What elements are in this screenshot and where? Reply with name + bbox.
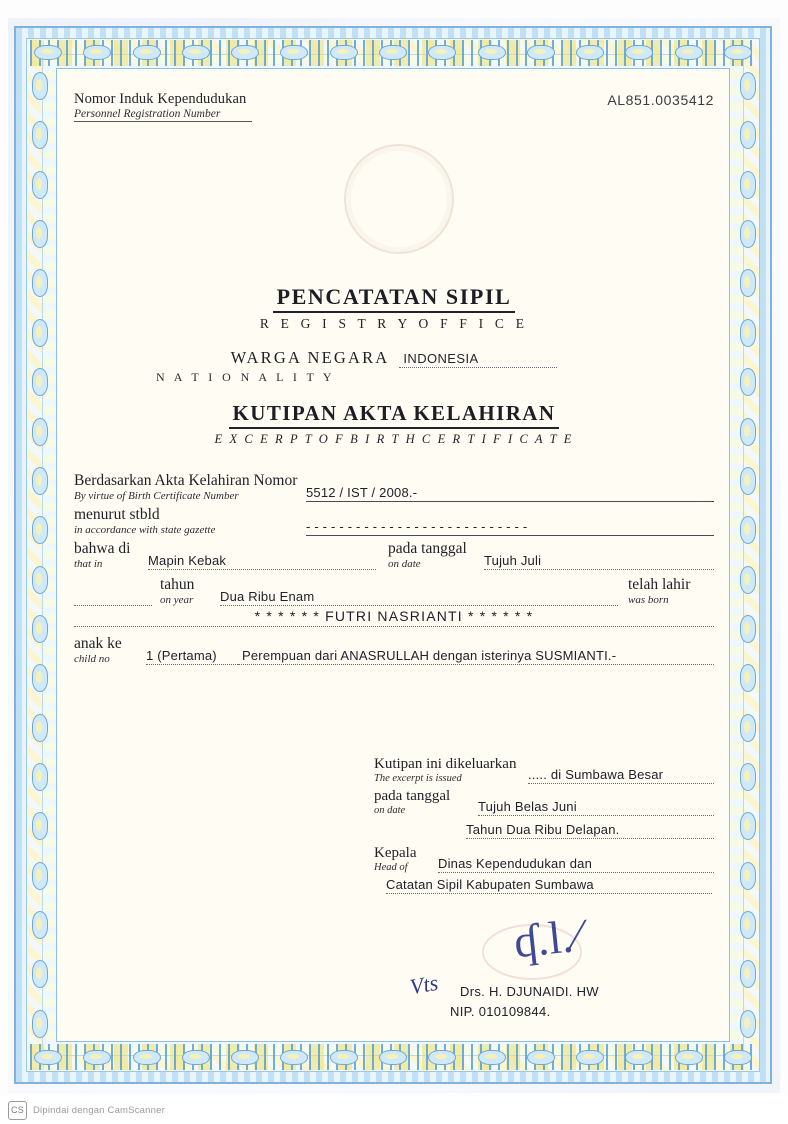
nik-value-rule [74,121,252,122]
diamond-ornament-col-right [740,72,756,1038]
certificate-title-id: KUTIPAN AKTA KELAHIRAN [229,401,560,429]
signatory-nip: NIP. 010109844. [450,1004,551,1019]
date-value: Tujuh Juli [484,553,714,570]
born-labels [618,576,714,606]
akta-number-row [74,472,714,502]
head-label-en: Head of [374,862,408,873]
issue-date-row [374,788,714,816]
date-label-en: on date [388,558,421,570]
place-label-en: that in [74,558,103,570]
issue-place-value: ..... di Sumbawa Besar [528,767,714,784]
date-labels [376,540,484,570]
nationality-label-en: N A T I O N A L I T Y [156,370,335,384]
document-content [74,84,714,1029]
diamond-ornament-row-top [34,45,752,60]
issue-excerpt-label-id: Kutipan ini dikeluarkan [374,756,517,772]
seal-watermark [344,144,454,254]
stbld-label-en: in accordance with state gazette [74,524,216,536]
born-label-en: was born [628,594,669,606]
issue-date-label-id: pada tanggal [374,788,451,804]
title-block [74,284,714,447]
year-leader-rule [74,589,152,606]
issue-date-label-en: on date [374,805,406,816]
child-order-row [74,635,714,665]
birthplace-date-row [74,540,714,570]
akta-number-label-en: By virtue of Birth Certificate Number [74,490,239,502]
nationality-label-id: WARGA NEGARA [230,348,390,367]
office-line1: Dinas Kependudukan dan [438,856,714,873]
nik-label-en: Personnel Registration Number [74,107,221,120]
issue-excerpt-labels [374,756,528,784]
diamond-ornament-row-bottom [34,1050,752,1065]
issue-date-value: Tujuh Belas Juni [478,799,714,816]
head-label-id: Kepala [374,845,417,861]
head-of-office-row [374,845,714,873]
issue-excerpt-label-en: The excerpt is issued [374,773,462,784]
place-value: Mapin Kebak [148,553,376,570]
diamond-ornament-col-left [32,72,48,1038]
place-labels [74,540,148,570]
stbld-value: - - - - - - - - - - - - - - - - - - - - - - - - - - - [306,519,714,536]
certificate-body [74,472,714,667]
camscanner-logo-icon: CS [8,1101,27,1120]
head-labels [374,845,438,873]
issue-place-row [374,756,714,784]
year-labels [152,576,220,606]
nik-label-id: Nomor Induk Kependudukan [74,91,247,107]
child-name-value: * * * * * * FUTRI NASRIANTI * * * * * * [74,608,714,627]
akta-number-labels [74,472,306,502]
birthyear-row [74,576,714,606]
child-no-label-en: child no [74,653,110,665]
born-label-id: telah lahir [628,576,691,593]
year-label-en: on year [160,594,194,606]
child-detail-value: Perempuan dari ANASRULLAH dengan isterinya SUSMIANTI.- [238,648,714,665]
registry-office-title-id: PENCATATAN SIPIL [273,284,516,313]
issue-year-value: Tahun Dua Ribu Delapan. [466,822,714,839]
registry-office-title-en: R E G I S T R Y O F F I C E [259,316,529,331]
year-value: Dua Ribu Enam [220,589,618,606]
paraf-initials: Vts [407,969,440,1000]
issuance-block [374,756,714,894]
year-label-id: tahun [160,576,195,593]
signature-area [404,909,714,1032]
signature-mark: ʠ.l.⁄ [511,909,583,968]
camscanner-footer [0,1096,788,1124]
nik-block [74,92,252,122]
child-no-label-id: anak ke [74,635,122,652]
certificate-title-en: E X C E R P T O F B I R T H C E R T I F I C A T E [214,432,574,446]
issue-date-labels [374,788,478,816]
place-label-id: bahwa di [74,540,131,557]
office-line2: Catatan Sipil Kabupaten Sumbawa [386,877,712,894]
header-row [74,92,714,122]
child-no-labels [74,635,146,665]
camscanner-footer-text: Dipindai dengan CamScanner [33,1104,165,1116]
stbld-labels [74,506,306,536]
nationality-value: INDONESIA [399,351,557,368]
stbld-label-id: menurut stbld [74,506,160,523]
serial-number: AL851.0035412 [607,92,714,108]
nationality-row [74,348,714,368]
akta-number-label-id: Berdasarkan Akta Kelahiran Nomor [74,472,298,489]
date-label-id: pada tanggal [388,540,467,557]
child-no-value: 1 (Pertama) [146,648,238,665]
signatory-name: Drs. H. DJUNAIDI. HW [460,984,599,999]
stbld-row [74,506,714,536]
akta-number-value: 5512 / IST / 2008.- [306,485,714,502]
